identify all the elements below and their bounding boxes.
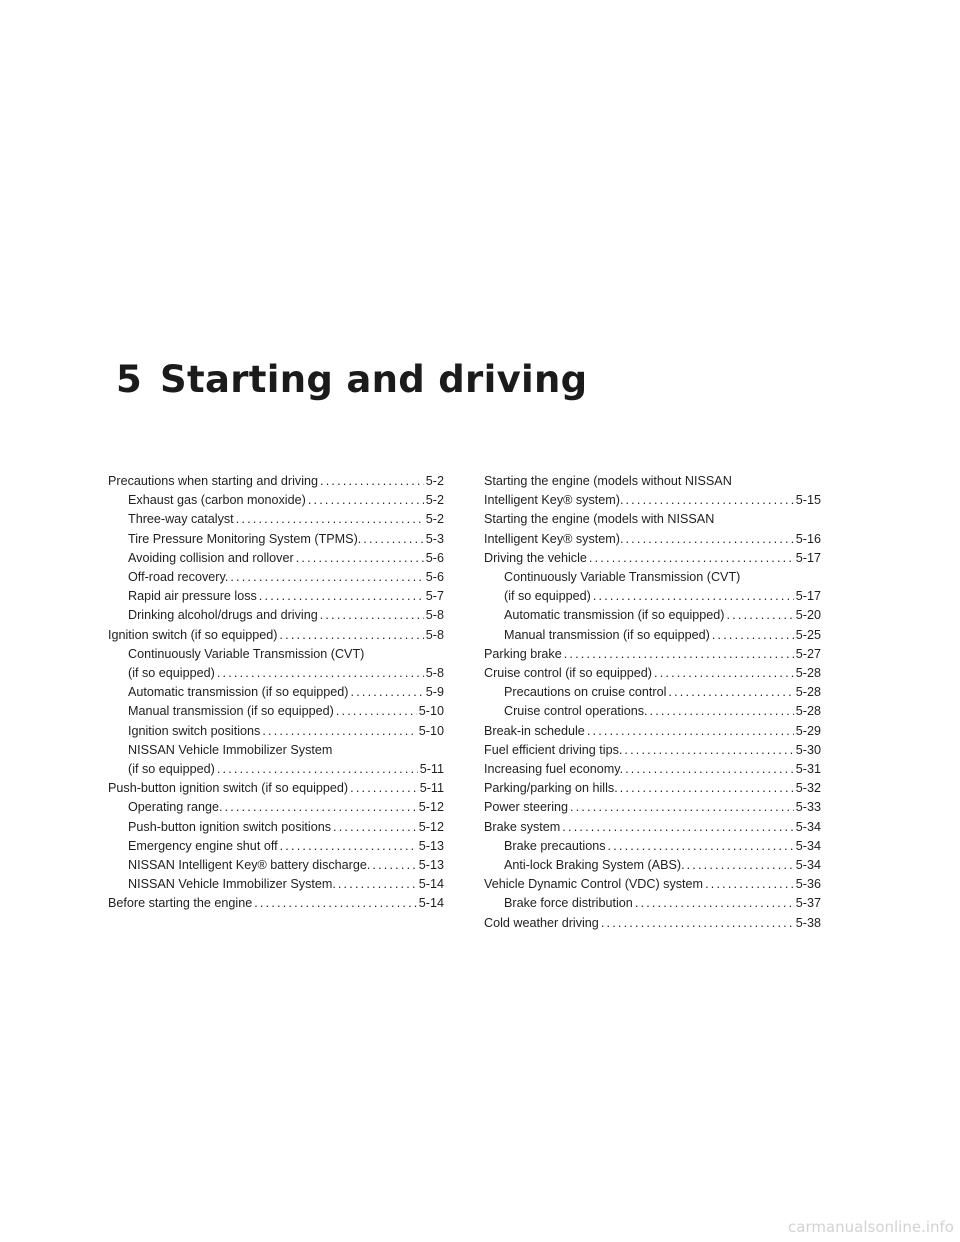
dot-leader xyxy=(225,798,417,817)
dot-leader xyxy=(336,702,417,721)
dot-leader xyxy=(320,472,424,491)
chapter-number: 5 xyxy=(116,358,143,401)
toc-entry-title: Fuel efficient driving tips. xyxy=(484,742,623,757)
toc-entry-title: Continuously Variable Transmission (CVT) xyxy=(128,646,365,661)
toc-page-number: 5-14 xyxy=(418,896,444,911)
toc-entry-title: Parking/parking on hills. xyxy=(484,781,618,796)
toc-entry-ignition-switch-positions[interactable] xyxy=(108,722,444,741)
toc-entry-title: Vehicle Dynamic Control (VDC) system xyxy=(484,877,704,892)
dot-leader xyxy=(712,626,794,645)
toc-entry-starting-the-engine-models-without-nissan-intelligent-key-system[interactable] xyxy=(484,472,821,510)
toc-entry-automatic-transmission-if-so-equipped[interactable] xyxy=(484,606,821,625)
toc-entry-brake-system[interactable] xyxy=(484,818,821,837)
toc-entry-precautions-on-cruise-control[interactable] xyxy=(484,683,821,702)
toc-page-number: 5-30 xyxy=(795,742,821,757)
toc-right-column xyxy=(484,472,821,933)
dot-leader xyxy=(562,818,793,837)
dot-leader xyxy=(320,606,424,625)
toc-page-number: 5-10 xyxy=(418,723,444,738)
toc-entry-title-continued: (if so equipped) xyxy=(128,762,215,777)
toc-page-number: 5-28 xyxy=(795,685,821,700)
toc-entry-title: Brake system xyxy=(484,819,561,834)
toc-page-number: 5-27 xyxy=(795,646,821,661)
toc-entry-nissan-intelligent-key-battery-discharge[interactable] xyxy=(108,856,444,875)
toc-page-number: 5-16 xyxy=(795,531,821,546)
dot-leader xyxy=(668,683,793,702)
toc-entry-brake-precautions[interactable] xyxy=(484,837,821,856)
toc-entry-title-continued: (if so equipped) xyxy=(128,666,215,681)
toc-page-number: 5-10 xyxy=(418,704,444,719)
toc-page-number: 5-6 xyxy=(425,570,444,585)
toc-page-number: 5-25 xyxy=(795,627,821,642)
toc-entry-title: Exhaust gas (carbon monoxide) xyxy=(128,493,306,508)
toc-entry-break-in-schedule[interactable] xyxy=(484,722,821,741)
toc-entry-three-way-catalyst[interactable] xyxy=(108,510,444,529)
toc-entry-avoiding-collision-and-rollover[interactable] xyxy=(108,549,444,568)
toc-entry-title-continued: Intelligent Key® system). xyxy=(484,531,624,546)
toc-page-number: 5-11 xyxy=(419,781,444,796)
toc-entry-cruise-control-if-so-equipped[interactable] xyxy=(484,664,821,683)
toc-page-number: 5-9 xyxy=(425,685,444,700)
toc-page-number: 5-15 xyxy=(795,493,821,508)
dot-leader xyxy=(350,779,418,798)
toc-entry-title: NISSAN Vehicle Immobilizer System. xyxy=(128,877,336,892)
toc-entry-title: Brake force distribution xyxy=(504,896,633,911)
dot-leader xyxy=(625,760,794,779)
toc-entry-title: Starting the engine (models with NISSAN xyxy=(484,512,715,527)
toc-entry-title: Precautions when starting and driving xyxy=(108,474,319,488)
toc-entry-push-button-ignition-switch-if-so-equipped[interactable] xyxy=(108,779,444,798)
toc-page-number: 5-14 xyxy=(418,877,444,892)
toc-page-number: 5-33 xyxy=(795,800,821,815)
toc-entry-title: Rapid air pressure loss xyxy=(128,589,257,604)
toc-entry-rapid-air-pressure-loss[interactable] xyxy=(108,587,444,606)
toc-page-number: 5-20 xyxy=(795,608,821,623)
toc-page-number: 5-2 xyxy=(425,493,444,508)
dot-leader xyxy=(625,491,793,510)
dot-leader xyxy=(259,587,424,606)
toc-entry-title: NISSAN Vehicle Immobilizer System xyxy=(128,742,333,757)
toc-entry-title: Automatic transmission (if so equipped) xyxy=(128,685,349,700)
toc-entry-title: Power steering xyxy=(484,800,568,815)
toc-entry-title: Push-button ignition switch (if so equipped) xyxy=(108,781,349,796)
toc-page-number: 5-28 xyxy=(795,666,821,681)
toc-entry-title: Cruise control operations. xyxy=(504,704,648,719)
toc-page-number: 5-8 xyxy=(425,627,444,642)
toc-page-number: 5-17 xyxy=(795,589,821,604)
toc-entry-title: NISSAN Intelligent Key® battery discharge. xyxy=(128,858,371,873)
toc-entry-drinking-alcohol-drugs-and-driving[interactable] xyxy=(108,606,444,625)
toc-entry-push-button-ignition-switch-positions[interactable] xyxy=(108,818,444,837)
toc-entry-title: Tire Pressure Monitoring System (TPMS). xyxy=(128,531,362,546)
toc-page-number: 5-37 xyxy=(795,896,821,911)
dot-leader xyxy=(217,664,424,683)
toc-entry-continuously-variable-transmission-cvt-if-so-equipped[interactable] xyxy=(484,568,821,606)
toc-entry-ignition-switch-if-so-equipped[interactable] xyxy=(108,626,444,645)
toc-page-number: 5-34 xyxy=(795,819,821,834)
toc-entry-off-road-recovery[interactable] xyxy=(108,568,444,587)
toc-page-number: 5-13 xyxy=(418,858,444,873)
toc-entry-operating-range[interactable] xyxy=(108,798,444,817)
toc-entry-title: Emergency engine shut off xyxy=(128,838,278,853)
dot-leader xyxy=(217,760,418,779)
toc-entry-title: Parking brake xyxy=(484,646,562,661)
dot-leader xyxy=(254,894,417,913)
dot-leader xyxy=(279,626,423,645)
dot-leader xyxy=(620,779,794,798)
dot-leader xyxy=(230,568,423,587)
dot-leader xyxy=(351,683,424,702)
toc-entry-title: Push-button ignition switch positions xyxy=(128,819,332,834)
toc-entry-vehicle-dynamic-control-vdc-system[interactable] xyxy=(484,875,821,894)
toc-entry-title: Operating range. xyxy=(128,800,223,815)
toc-entry-automatic-transmission-if-so-equipped[interactable] xyxy=(108,683,444,702)
dot-leader xyxy=(589,549,794,568)
toc-page-number: 5-2 xyxy=(425,512,444,527)
toc-entry-title: Automatic transmission (if so equipped) xyxy=(504,608,725,623)
dot-leader xyxy=(363,530,424,549)
toc-page-number: 5-28 xyxy=(795,704,821,719)
dot-leader xyxy=(308,491,424,510)
toc-page-number: 5-2 xyxy=(425,474,444,488)
toc-entry-anti-lock-braking-system-abs[interactable] xyxy=(484,856,821,875)
toc-entry-brake-force-distribution[interactable] xyxy=(484,894,821,913)
toc-entry-title: Break-in schedule xyxy=(484,723,585,738)
dot-leader xyxy=(236,510,424,529)
toc-entry-nissan-vehicle-immobilizer-system[interactable] xyxy=(108,875,444,894)
toc-page-number: 5-11 xyxy=(419,762,444,777)
dot-leader xyxy=(654,664,794,683)
toc-entry-title: Three-way catalyst xyxy=(128,512,234,527)
toc-entry-title: Off-road recovery. xyxy=(128,570,229,585)
toc-page-number: 5-8 xyxy=(425,608,444,623)
toc-entry-manual-transmission-if-so-equipped[interactable] xyxy=(484,626,821,645)
toc-entry-title: Manual transmission (if so equipped) xyxy=(504,627,710,642)
toc-page-number: 5-34 xyxy=(795,838,821,853)
dot-leader xyxy=(705,875,794,894)
toc-entry-precautions-when-starting-and-driving[interactable] xyxy=(108,472,444,491)
toc-page-number: 5-34 xyxy=(795,858,821,873)
toc-entry-cold-weather-driving[interactable] xyxy=(484,914,821,933)
dot-leader xyxy=(280,837,417,856)
toc-entry-title: Before starting the engine xyxy=(108,896,253,911)
toc-entry-starting-the-engine-models-with-nissan-intelligent-key-system[interactable] xyxy=(484,510,821,548)
dot-leader xyxy=(262,722,416,741)
dot-leader xyxy=(687,856,794,875)
toc-entry-increasing-fuel-economy[interactable] xyxy=(484,760,821,779)
toc-entry-title: Ignition switch positions xyxy=(128,723,261,738)
dot-leader xyxy=(727,606,794,625)
toc-entry-title: Continuously Variable Transmission (CVT) xyxy=(504,570,741,585)
chapter-title xyxy=(116,358,587,401)
toc-entry-tire-pressure-monitoring-system-tpms[interactable] xyxy=(108,530,444,549)
chapter-title-text: Starting and driving xyxy=(160,358,588,401)
toc-entry-parking-brake[interactable] xyxy=(484,645,821,664)
dot-leader xyxy=(593,587,794,606)
toc-entry-title: Precautions on cruise control xyxy=(504,685,667,700)
dot-leader xyxy=(372,856,416,875)
dot-leader xyxy=(601,914,794,933)
toc-entry-nissan-vehicle-immobilizer-system-if-so-equipped[interactable] xyxy=(108,741,444,779)
toc-entry-emergency-engine-shut-off[interactable] xyxy=(108,837,444,856)
dot-leader xyxy=(635,894,794,913)
toc-page-number: 5-38 xyxy=(795,915,821,930)
dot-leader xyxy=(608,837,794,856)
toc-page-number: 5-12 xyxy=(418,800,444,815)
toc-entry-parking-parking-on-hills[interactable] xyxy=(484,779,821,798)
toc-entry-exhaust-gas-carbon-monoxide[interactable] xyxy=(108,491,444,510)
toc-entry-driving-the-vehicle[interactable] xyxy=(484,549,821,568)
dot-leader xyxy=(587,722,794,741)
site-watermark: carmanualsonline.info xyxy=(788,1218,954,1236)
toc-entry-fuel-efficient-driving-tips[interactable] xyxy=(484,741,821,760)
toc-entry-continuously-variable-transmission-cvt-if-so-equipped[interactable] xyxy=(108,645,444,683)
toc-entry-title: Brake precautions xyxy=(504,838,606,853)
toc-page-number: 5-32 xyxy=(795,781,821,796)
toc-entry-title: Avoiding collision and rollover xyxy=(128,550,294,565)
dot-leader xyxy=(333,818,417,837)
toc-page-number: 5-17 xyxy=(795,550,821,565)
toc-entry-cruise-control-operations[interactable] xyxy=(484,702,821,721)
dot-leader xyxy=(564,645,794,664)
toc-page-number: 5-29 xyxy=(795,723,821,738)
toc-entry-title: Cruise control (if so equipped) xyxy=(484,666,652,681)
toc-entry-title-continued: Intelligent Key® system). xyxy=(484,493,624,508)
toc-entry-title-continued: (if so equipped) xyxy=(504,589,591,604)
toc-entry-title: Drinking alcohol/drugs and driving xyxy=(128,608,318,623)
toc-page-number: 5-13 xyxy=(418,838,444,853)
toc-page-number: 5-8 xyxy=(425,666,444,681)
toc-entry-title: Cold weather driving xyxy=(484,915,599,930)
dot-leader xyxy=(625,530,793,549)
toc-entry-manual-transmission-if-so-equipped[interactable] xyxy=(108,702,444,721)
dot-leader xyxy=(570,798,794,817)
dot-leader xyxy=(296,549,424,568)
toc-page-number: 5-3 xyxy=(425,531,444,546)
toc-page-number: 5-7 xyxy=(425,589,444,604)
dot-leader xyxy=(650,702,794,721)
toc-entry-title: Ignition switch (if so equipped) xyxy=(108,627,278,642)
toc-page-number: 5-12 xyxy=(418,819,444,834)
toc-page-number: 5-36 xyxy=(795,877,821,892)
toc-entry-title: Increasing fuel economy. xyxy=(484,762,624,777)
toc-entry-title: Starting the engine (models without NISSAN xyxy=(484,474,732,488)
toc-entry-power-steering[interactable] xyxy=(484,798,821,817)
toc-left-column xyxy=(108,472,444,914)
toc-page-number: 5-31 xyxy=(795,762,821,777)
toc-entry-title: Driving the vehicle xyxy=(484,550,587,565)
dot-leader xyxy=(338,875,417,894)
dot-leader xyxy=(624,741,793,760)
toc-entry-before-starting-the-engine[interactable] xyxy=(108,894,444,913)
toc-entry-title: Manual transmission (if so equipped) xyxy=(128,704,334,719)
toc-page-number: 5-6 xyxy=(425,550,444,565)
toc-entry-title: Anti-lock Braking System (ABS). xyxy=(504,858,685,873)
